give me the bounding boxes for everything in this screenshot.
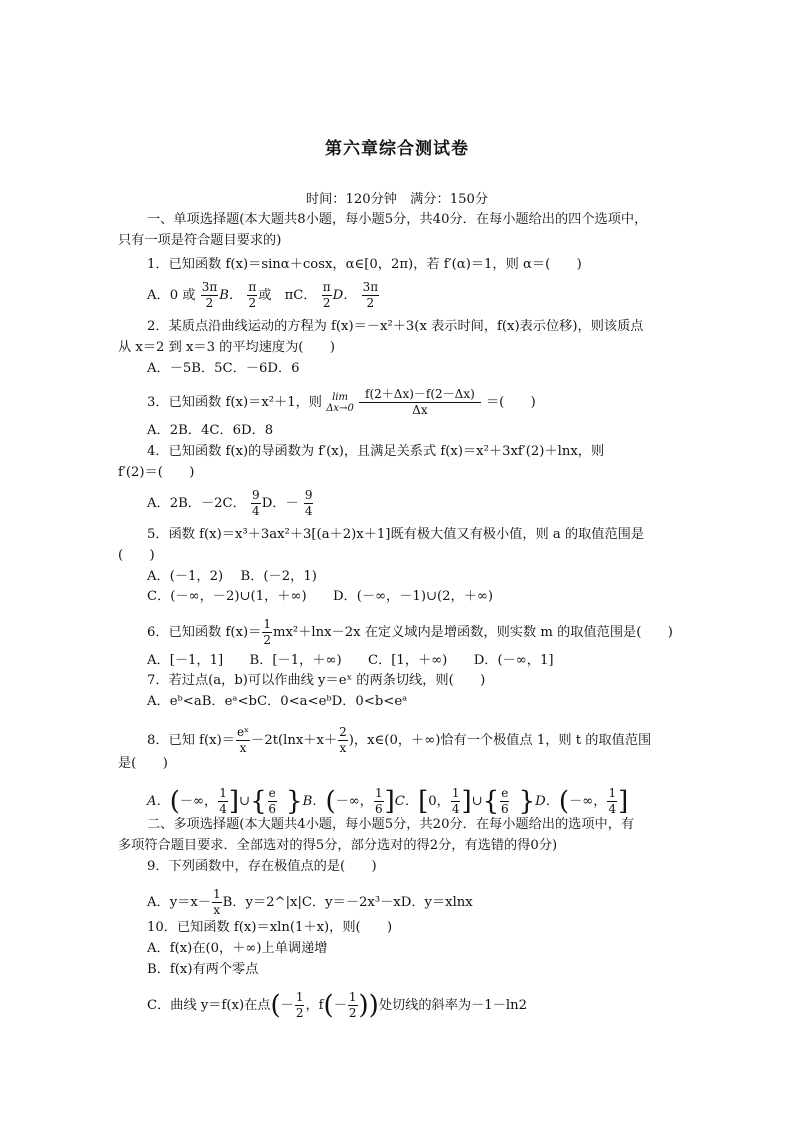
q3-stem-pre: 3．已知函数 f(x)＝x²＋1，则 [147, 395, 322, 410]
q4-opt-d: D．－ [261, 496, 299, 511]
section1-heading-1: 一、单项选择题(本大题共8小题，每小题5分，共40分．在每小题给出的四个选项中， [147, 212, 648, 227]
fraction: $\frac{1}{4}$ [451, 786, 460, 816]
q10-opt-c-post: 处切线的斜率为－1－ln2 [378, 998, 527, 1013]
q6-options: A．[－1，1] B．[－1，＋∞) C．[1，＋∞) D．(－∞，1] [147, 653, 554, 668]
q3-options: A．2B．4C．6D．8 [147, 423, 274, 438]
q4-options [147, 488, 314, 519]
q4-stem-1: 4．已知函数 f(x)的导函数为 f′(x)，且满足关系式 f(x)＝x²＋3xf′(2)＋lnx，则 [147, 444, 605, 459]
fraction: $\frac{1}{2}$ [263, 617, 271, 647]
fraction: $\frac{1}{4}$ [219, 786, 227, 816]
q1-stem: 1．已知函数 f(x)＝sinα＋cosx，α∈[0，2π)，若 f′(α)＝1，则 α＝( ) [147, 257, 582, 272]
fraction: $\frac{9}{4}$ [252, 488, 260, 518]
q4-stem-2: f′(2)＝( ) [118, 465, 195, 480]
q6-stem-post: mx²＋lnx－2x 在定义域内是增函数，则实数 m 的取值范围是( ) [272, 625, 673, 640]
q3-stem-post: ＝( ) [485, 395, 536, 410]
fraction: $\frac{f(2+\Delta x)-f(2-\Delta x)}{\Delta x}$ [359, 387, 481, 418]
q10-opt-c-pre: C．曲线 y＝f(x)在点 [147, 998, 271, 1013]
q5-options-1: A．(－1，2) B．(－2，1) [147, 569, 317, 584]
q8-stem-2: 是( ) [118, 756, 168, 771]
q8-opt-d: D． [535, 794, 559, 809]
fraction: $\frac{3\pi}{2}$ [362, 280, 379, 310]
q7-stem: 7．若过点(a，b)可以作曲线 y＝eˣ 的两条切线，则( ) [147, 673, 486, 688]
exam-meta: 时间：120分钟 满分：150分 [305, 192, 489, 207]
section2-heading-1: 二、多项选择题(本大题共4小题，每小题5分，共20分．在每小题给出的选项中，有 [147, 817, 635, 832]
q8-stem-1 [147, 725, 651, 756]
q5-stem-1: 5．函数 f(x)＝x³＋3ax²＋3[(a＋2)x＋1]既有极大值又有极小值，则 a 的取值范围是 [147, 527, 645, 542]
limit-operator: lim Δx→0 [326, 391, 354, 414]
q8-stem-mid: －2t(lnx＋x＋ [251, 733, 338, 748]
fraction: $\frac{1}{6}$ [375, 786, 383, 816]
fraction: $\frac{1}{2}$ [295, 990, 304, 1020]
q1-options [147, 280, 380, 311]
page-title: 第六章综合测试卷 [325, 139, 469, 159]
q8-stem-pre: 8．已知 f(x)＝ [147, 733, 235, 748]
q10-opt-a: A．f(x)在(0，＋∞)上单调递增 [147, 941, 328, 956]
section1-heading-2: 只有一项是符合题目要求的) [118, 233, 282, 248]
fraction: $\frac{\text{eˣ}}{x}$ [236, 725, 250, 755]
fraction: $\frac{1}{4}$ [608, 786, 617, 816]
q2-stem-1: 2．某质点沿曲线运动的方程为 f(x)＝－x²＋3(x 表示时间，f(x)表示位移)，则该质点 [147, 319, 644, 334]
q9-opt-a: A．y＝x－ [147, 895, 211, 910]
q10-opt-c: C．曲线 y＝f(x)在点(－ $\frac{1}{2}$ ，f(－ $\frac{1}{2}$ ))处切线的斜率为－1－ln2 [147, 990, 527, 1021]
q1-opt-d: D． [332, 288, 357, 303]
section2-heading-2: 多项符合题目要求．全部选对的得5分，部分选对的得2分，有选错的得0分) [118, 838, 558, 853]
fraction: $\frac{\pi}{2}$ [248, 280, 257, 310]
q8-opt-c: C． [394, 794, 419, 809]
q4-opt-pre: A．2B．－2C． [147, 496, 246, 511]
fraction: $\frac{9}{4}$ [304, 488, 313, 518]
q3-stem [147, 387, 536, 418]
q2-stem-2: 从 x＝2 到 x＝3 的平均速度为( ) [118, 340, 335, 355]
q1-opt-a: A．0 或 [147, 288, 196, 303]
q1-opt-c: 或 πC． [258, 288, 317, 303]
q1-opt-b: B． [219, 288, 243, 303]
fraction: $\frac{e}{6}$ [268, 786, 277, 816]
q6-stem-pre: 6．已知函数 f(x)＝ [147, 625, 262, 640]
fraction: $\frac{e}{6}$ [500, 786, 509, 816]
q9-opt-rest: B．y＝2^|x|C．y＝－2x³－xD．y＝xlnx [222, 895, 473, 910]
q9-options [147, 887, 473, 918]
fraction: $\frac{\pi}{2}$ [322, 280, 331, 310]
q10-opt-b: B．f(x)有两个零点 [147, 962, 259, 977]
q8-stem-post: )，x∈(0，＋∞)恰有一个极值点 1，则 t 的取值范围 [348, 733, 652, 748]
fraction: $\frac{1}{2}$ [348, 990, 357, 1020]
q8-options: A．(－∞， $\frac{1}{4}$ ]∪{ $\frac{e}{6}$ }B．(－∞， $\frac{1}{6}$ ]C．[0， $\frac{1}{4}$ ]∪{ $\frac{e}{6}$ }D．(－∞， $\frac{1}{4}$ ] [147, 786, 629, 817]
fraction: $\frac{2}{x}$ [339, 725, 347, 755]
q5-options-2: C．(－∞，－2)∪(1，＋∞) D．(－∞，－1)∪(2，＋∞) [147, 589, 494, 604]
q9-stem: 9．下列函数中，存在极值点的是( ) [147, 859, 377, 874]
fraction: $\frac{3\pi}{2}$ [201, 280, 218, 310]
q2-options: A．－5B．5C．－6D．6 [147, 361, 300, 376]
q5-stem-2: ( ) [118, 548, 155, 563]
q6-stem [147, 617, 673, 648]
q7-options: A．eᵇ<aB．eᵃ<bC．0<a<eᵇD．0<b<eᵃ [147, 694, 408, 709]
q8-opt-b: B． [302, 794, 326, 809]
fraction: $\frac{1}{x}$ [212, 887, 221, 917]
q8-opt-a: A． [147, 794, 170, 809]
q10-stem: 10．已知函数 f(x)＝xln(1＋x)，则( ) [147, 920, 393, 935]
